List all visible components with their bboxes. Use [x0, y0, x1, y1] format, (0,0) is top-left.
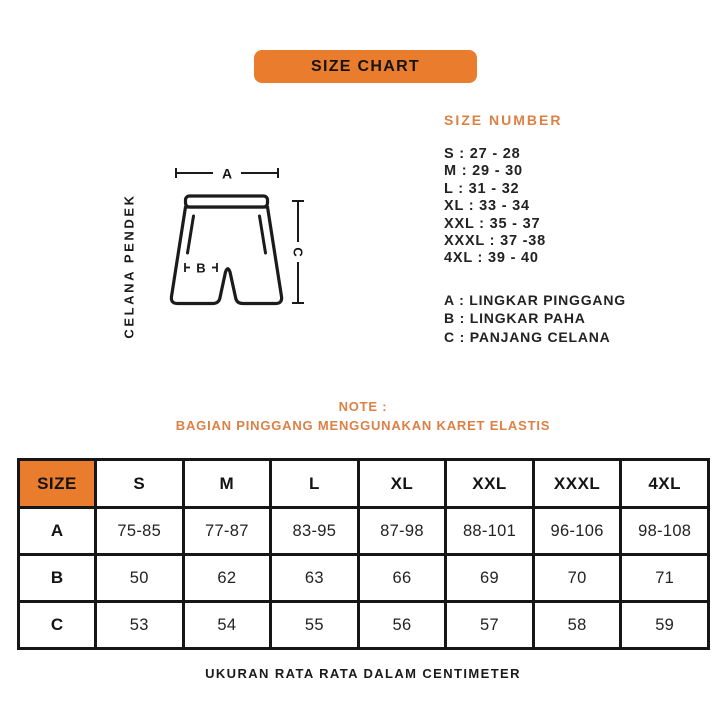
cell-c-m: 54 [183, 602, 271, 649]
note-heading: NOTE : [338, 399, 388, 414]
col-header-xxxl: XXXL [533, 460, 621, 508]
note-block [0, 397, 726, 435]
cell-a-4xl: 98-108 [621, 508, 709, 555]
row-label-c: C [19, 602, 96, 649]
page-title: SIZE CHART [311, 57, 420, 75]
cell-a-xl: 87-98 [358, 508, 446, 555]
table-header-row [19, 460, 709, 508]
col-header-xxl: XXL [446, 460, 534, 508]
legend-item-b: B : LINGKAR PAHA [444, 310, 586, 327]
row-label-b: B [19, 555, 96, 602]
cell-a-xxl: 88-101 [446, 508, 534, 555]
cell-c-xxl: 57 [446, 602, 534, 649]
dimension-b-label: B [196, 260, 206, 276]
size-number-heading: SIZE NUMBER [444, 112, 563, 128]
cell-b-xxl: 69 [446, 555, 534, 602]
cell-c-l: 55 [271, 602, 359, 649]
cell-b-xxxl: 70 [533, 555, 621, 602]
col-header-4xl: 4XL [621, 460, 709, 508]
dimension-c-label: C [290, 247, 306, 257]
shorts-body-outline [171, 207, 281, 304]
cell-c-xl: 56 [358, 602, 446, 649]
size-number-item: L : 31 - 32 [444, 180, 520, 197]
cell-c-xxxl: 58 [533, 602, 621, 649]
cell-a-l: 83-95 [271, 508, 359, 555]
shorts-diagram [160, 160, 335, 310]
cell-a-m: 77-87 [183, 508, 271, 555]
shorts-waistband [186, 196, 268, 207]
cell-b-4xl: 71 [621, 555, 709, 602]
col-header-size: SIZE [19, 460, 96, 508]
legend-item-a: A : LINGKAR PINGGANG [444, 292, 626, 308]
size-number-item: 4XL : 39 - 40 [444, 250, 539, 267]
note-body: BAGIAN PINGGANG MENGGUNAKAN KARET ELASTIS [175, 418, 551, 433]
dimension-a-label: A [221, 165, 233, 182]
size-number-item: XXL : 35 - 37 [444, 215, 541, 232]
cell-b-m: 62 [183, 555, 271, 602]
size-number-item: M : 29 - 30 [444, 163, 523, 180]
cell-c-4xl: 59 [621, 602, 709, 649]
size-table [17, 458, 710, 650]
measurement-legend [444, 291, 626, 346]
row-label-a: A [19, 508, 96, 555]
table-row-c [19, 602, 709, 649]
col-header-xl: XL [358, 460, 446, 508]
product-vertical-label: CELANA PENDEK [121, 193, 137, 339]
table-row-a [19, 508, 709, 555]
cell-a-s: 75-85 [96, 508, 184, 555]
size-number-item: XXXL : 37 -38 [444, 233, 547, 250]
cell-c-s: 53 [96, 602, 184, 649]
col-header-l: L [271, 460, 359, 508]
size-number-list [444, 146, 546, 268]
table-row-b [19, 555, 709, 602]
col-header-s: S [96, 460, 184, 508]
page-title-badge [254, 50, 477, 83]
cell-b-l: 63 [271, 555, 359, 602]
size-number-item: XL : 33 - 34 [444, 198, 530, 215]
units-footnote: UKURAN RATA RATA DALAM CENTIMETER [205, 666, 521, 681]
legend-item-c: C : PANJANG CELANA [444, 328, 611, 345]
cell-b-xl: 66 [358, 555, 446, 602]
col-header-m: M [183, 460, 271, 508]
size-number-item: S : 27 - 28 [444, 146, 521, 162]
cell-b-s: 50 [96, 555, 184, 602]
cell-a-xxxl: 96-106 [533, 508, 621, 555]
